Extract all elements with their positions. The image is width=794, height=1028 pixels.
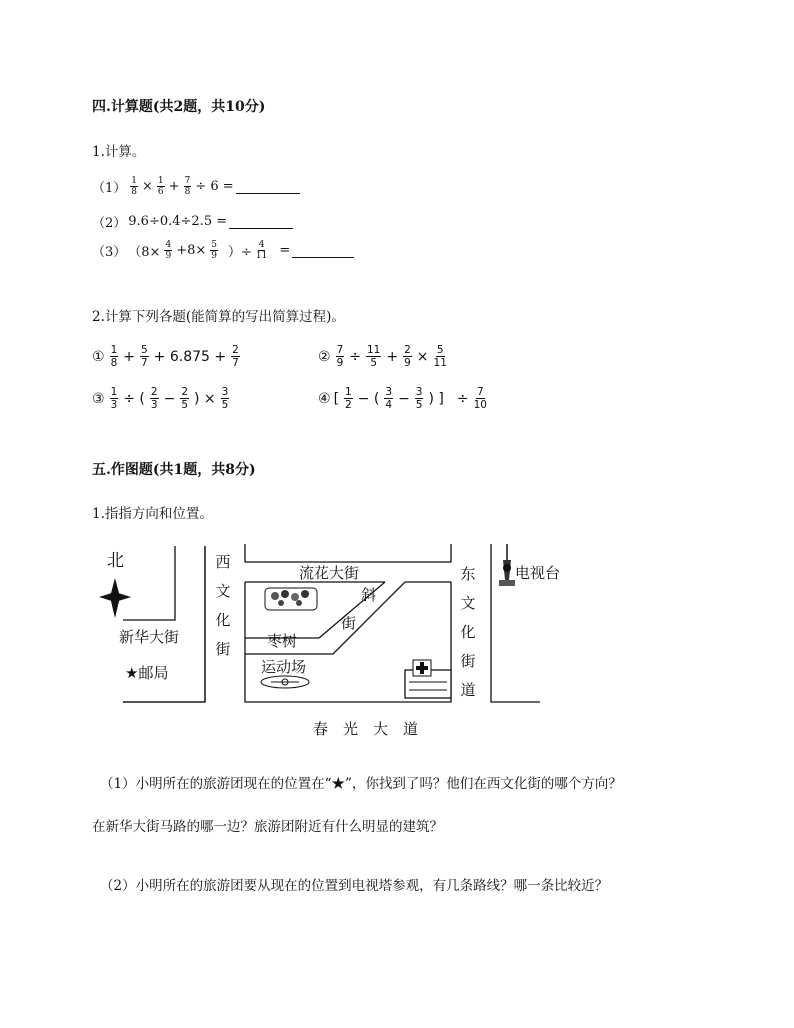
operator: + [123,348,135,365]
q2-problem-2 [318,344,449,369]
q1-line3-num: （3） [92,245,127,260]
equals: = [279,243,291,258]
tv-station-label: 电视台 [515,564,561,582]
expression: （8× [128,245,161,260]
operator: + [168,179,180,194]
fraction: $\frac{5}{9}$ [211,240,217,261]
section4-title: 四.计算题(共2题，共10分) [92,99,266,115]
flower-garden-icon [265,588,317,610]
fraction: $\frac{4}{11}$ [255,240,268,261]
problem-marker: ④ [318,390,331,407]
tv-tower-icon [499,544,515,586]
problem-marker: ② [318,348,331,365]
fraction: $\frac{5}{11}$ [433,344,447,369]
fraction: $\frac{3}{4}$ [385,386,393,411]
fraction: $\frac{2}{9}$ [404,344,411,369]
liuhua-street-label: 流花大街 [299,564,360,582]
operator: + [386,348,399,365]
expression: + 6.875 + [153,348,227,365]
operator: ÷ ( [123,390,145,407]
problem-marker: ① [92,348,105,365]
operator: − [163,390,176,407]
q1-line2 [92,212,293,231]
compass-icon [99,578,131,618]
fraction: $\frac{1}{8}$ [131,176,138,197]
post-office-label: ★邮局 [125,664,169,682]
diagonal-street-label-2: 街 [341,614,357,632]
operator: × [142,179,153,194]
fraction: $\frac{3}{5}$ [415,386,423,411]
q2-title: 2.计算下列各题(能简算的写出简算过程)。 [92,309,345,325]
q2-problem-4 [318,386,489,411]
fraction: $\frac{1}{8}$ [110,344,118,369]
fraction: $\frac{3}{5}$ [221,386,229,411]
bracket: ) ] [428,390,444,407]
q1-line2-num: （2） [92,216,127,231]
operator: − ( [357,390,380,407]
q3-title: 1.指指方向和位置。 [92,506,213,522]
jujube-tree-label: 枣树 [267,632,298,650]
fraction: $\frac{7}{10}$ [473,386,487,411]
north-label: 北 [107,551,124,571]
fraction: $\frac{11}{5}$ [366,344,381,369]
fraction: $\frac{1}{2}$ [345,386,352,411]
answer-blank[interactable] [292,243,354,258]
q1-line3 [92,240,354,261]
fraction: $\frac{7}{9}$ [336,344,344,369]
bracket: [ [333,390,340,407]
operator: ÷ [349,348,361,365]
stadium-icon [261,676,309,688]
q3-sub2: （2）小明所在的旅游团要从现在的位置到电视塔参观，有几条路线？哪一条比较近？ [100,878,609,894]
fraction: $\frac{2}{3}$ [150,386,158,411]
fraction: $\frac{5}{7}$ [140,344,148,369]
expression: +8× [176,243,207,258]
fraction: $\frac{1}{6}$ [157,176,164,197]
expression: ）÷ [227,245,252,260]
hospital-icon [405,660,451,698]
q2-problem-3 [92,386,231,411]
xinhua-street-label: 新华大街 [119,628,180,646]
fraction: $\frac{2}{5}$ [181,386,189,411]
answer-blank[interactable] [236,179,300,194]
q1-title: 1.计算。 [92,144,146,160]
q3-sub1-line1: （1）小明所在的旅游团现在的位置在“★”，你找到了吗？他们在西文化街的哪个方向？ [100,776,622,792]
q1-line1-num: （1） [92,181,127,196]
q1-line1 [92,176,300,197]
section5-title: 五.作图题(共1题，共8分) [92,462,256,478]
xiwenhua-street-label: 西 文 化 街 [215,553,231,658]
street-map [95,540,585,745]
operator: ÷ [456,390,469,407]
problem-marker: ③ [92,390,105,407]
fraction: $\frac{4}{9}$ [165,240,172,261]
fraction: $\frac{1}{3}$ [110,386,118,411]
dongwenhua-street-label: 东 文 化 街 道 [460,565,476,699]
q3-sub1-line2: 在新华大街马路的哪一边？旅游团附近有什么明显的建筑？ [92,819,443,835]
expression-tail: ÷ 6 = [195,179,234,194]
diagonal-street-label-1: 斜 [361,586,377,604]
stadium-label: 运动场 [261,658,307,676]
expression: 9.6÷0.4÷2.5 = [128,214,228,229]
q2-problem-1 [92,344,242,369]
operator: − [398,390,410,407]
fraction: $\frac{2}{7}$ [232,344,239,369]
operator: × [416,348,429,365]
fraction: $\frac{7}{8}$ [184,176,191,197]
answer-blank[interactable] [229,214,293,229]
chunguang-avenue-label: 春 光 大 道 [313,720,419,738]
operator: ) × [194,390,216,407]
